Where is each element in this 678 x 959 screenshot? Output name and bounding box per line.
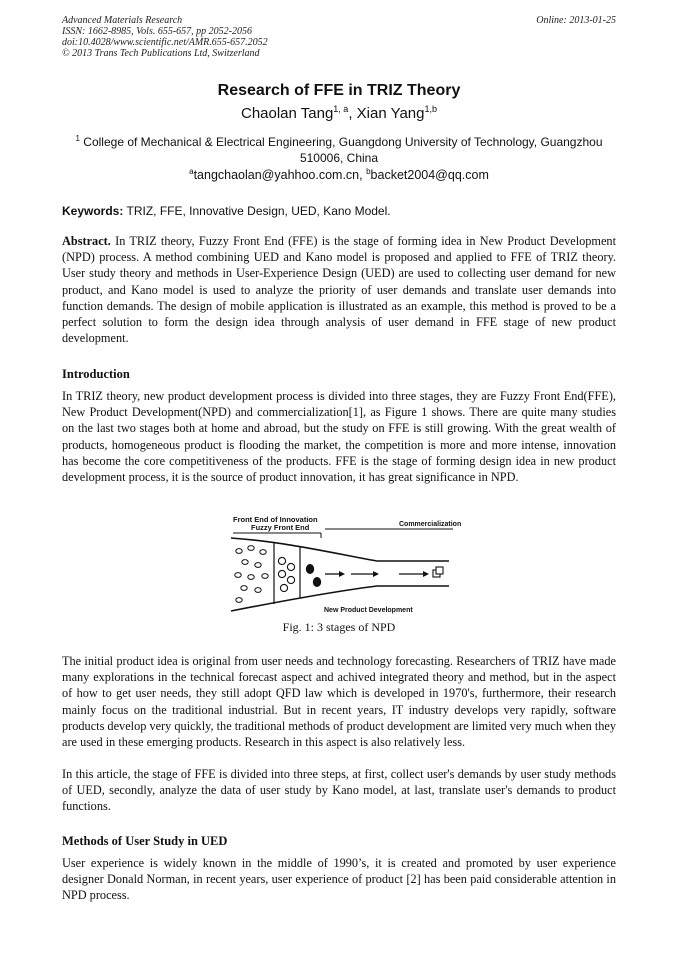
email-b-sup: b bbox=[366, 167, 371, 176]
journal-header bbox=[62, 15, 616, 59]
methods-heading: Methods of User Study in UED bbox=[62, 834, 228, 848]
issn-line: ISSN: 1662-8985, Vols. 655-657, pp 2052-2056 bbox=[62, 26, 252, 37]
fig-ideas-stage-3 bbox=[306, 564, 321, 587]
fig-product-icon bbox=[433, 567, 443, 577]
fig-ideas-stage-2 bbox=[278, 557, 294, 591]
figure-caption: Fig. 1: 3 stages of NPD bbox=[282, 620, 396, 634]
abstract-label: Abstract. bbox=[62, 234, 111, 248]
email-line bbox=[0, 167, 678, 182]
fig-label-commercialization: Commercialization bbox=[399, 521, 462, 528]
keywords-label: Keywords: bbox=[62, 204, 124, 218]
fig-label-npd: New Product Development bbox=[324, 607, 413, 614]
author-2: Xian Yang bbox=[356, 105, 425, 122]
email-a-sup: a bbox=[189, 167, 194, 176]
figure-npd-stages bbox=[227, 514, 462, 616]
fig-label-front-end: Front End of Innovation bbox=[233, 515, 318, 524]
copyright-line: © 2013 Trans Tech Publications Ltd, Switzerland bbox=[62, 48, 260, 59]
intro-paragraph: In TRIZ theory, new product development process is divided into three stages, they are Fuzzy Front End(FFE), New Product Development(NPD) and commercialization[1], as Figure 1 shows. There are quite many studies on the last two stages both at home and abroad, but the study on FFE is still growing. With the great wealth of products, homogeneous product is flooding the market, the competition is more and more intense, innovation has become the core competitiveness of the products. FFE is the stage of forming design idea in new product development process, it is the source of product innovation, it has great significance in NPD. bbox=[62, 389, 616, 485]
affiliation-text: College of Mechanical & Electrical Engineering, Guangdong University of Technology, Guangzhou 510006, China bbox=[83, 135, 603, 165]
author-2-sup: 1,b bbox=[424, 104, 438, 114]
methods-paragraph: User experience is widely known in the middle of 1990’s, it is created and promoted by user experience designer Donald Norman, in recent years, user experience of product [2] has been paid considerable attention in NPD process. bbox=[62, 856, 616, 903]
paper-title: Research of FFE in TRIZ Theory bbox=[217, 82, 461, 99]
author-line bbox=[0, 104, 678, 122]
author-separator: , bbox=[348, 105, 357, 122]
affiliation bbox=[62, 131, 616, 166]
email-b: backet2004@qq.com bbox=[370, 168, 489, 183]
affiliation-sup: 1 bbox=[75, 134, 80, 143]
doi-line: doi:10.4028/www.scientific.net/AMR.655-657.2052 bbox=[62, 37, 268, 48]
fig-label-ffe: Fuzzy Front End bbox=[251, 523, 310, 532]
body-paragraph-2: The initial product idea is original from user needs and technology forecasting. Researchers of TRIZ have made many explorations in the technical forecast aspect and achived integrated theory and method, but in the aspect of how to get user needs, they still adopt QFD law which is developed in 1970's, furthermore, their research mainly focus on the traditional industrial. But in recent years, IT industry develops very rapidly, software products develop very quickly, the traditional methods of product development are limited very much when they are used in these emerging products. Research in this aspect is also relatively less. bbox=[62, 654, 616, 750]
keywords bbox=[62, 204, 616, 218]
keywords-text: TRIZ, FFE, Innovative Design, UED, Kano Model. bbox=[126, 204, 391, 218]
journal-name: Advanced Materials Research bbox=[62, 15, 183, 26]
abstract-text: In TRIZ theory, Fuzzy Front End (FFE) is the stage of forming idea in New Product Development (NPD) process. A method combining UED and Kano model is proposed and applied to FFE of TRIZ theory. User study theory and methods in User-Experience Design (UED) are used to collecting user demand for new product, and Kano model is used to analyze the priority of user demands and translate user demands into function demands. The design of mobile application is illustrated as an example, this method is proved to be a perfect solution to form the design idea through analysis of user demand in FFE stage of new product development. bbox=[62, 234, 616, 346]
abstract bbox=[62, 233, 616, 346]
email-a: tangchaolan@yahhoo.com.cn, bbox=[193, 168, 367, 183]
author-1-sup: 1, a bbox=[333, 104, 349, 114]
author-1: Chaolan Tang bbox=[240, 105, 334, 122]
fig-ideas-stage-1 bbox=[235, 546, 268, 603]
body-paragraph-3: In this article, the stage of FFE is divided into three steps, at first, collect user's demands by user study methods of UED, secondly, analyze the data of user study by Kano model, at last, translate user's demands to product functions. bbox=[62, 767, 616, 814]
intro-heading: Introduction bbox=[62, 367, 130, 381]
online-date: Online: 2013-01-25 bbox=[536, 15, 616, 26]
